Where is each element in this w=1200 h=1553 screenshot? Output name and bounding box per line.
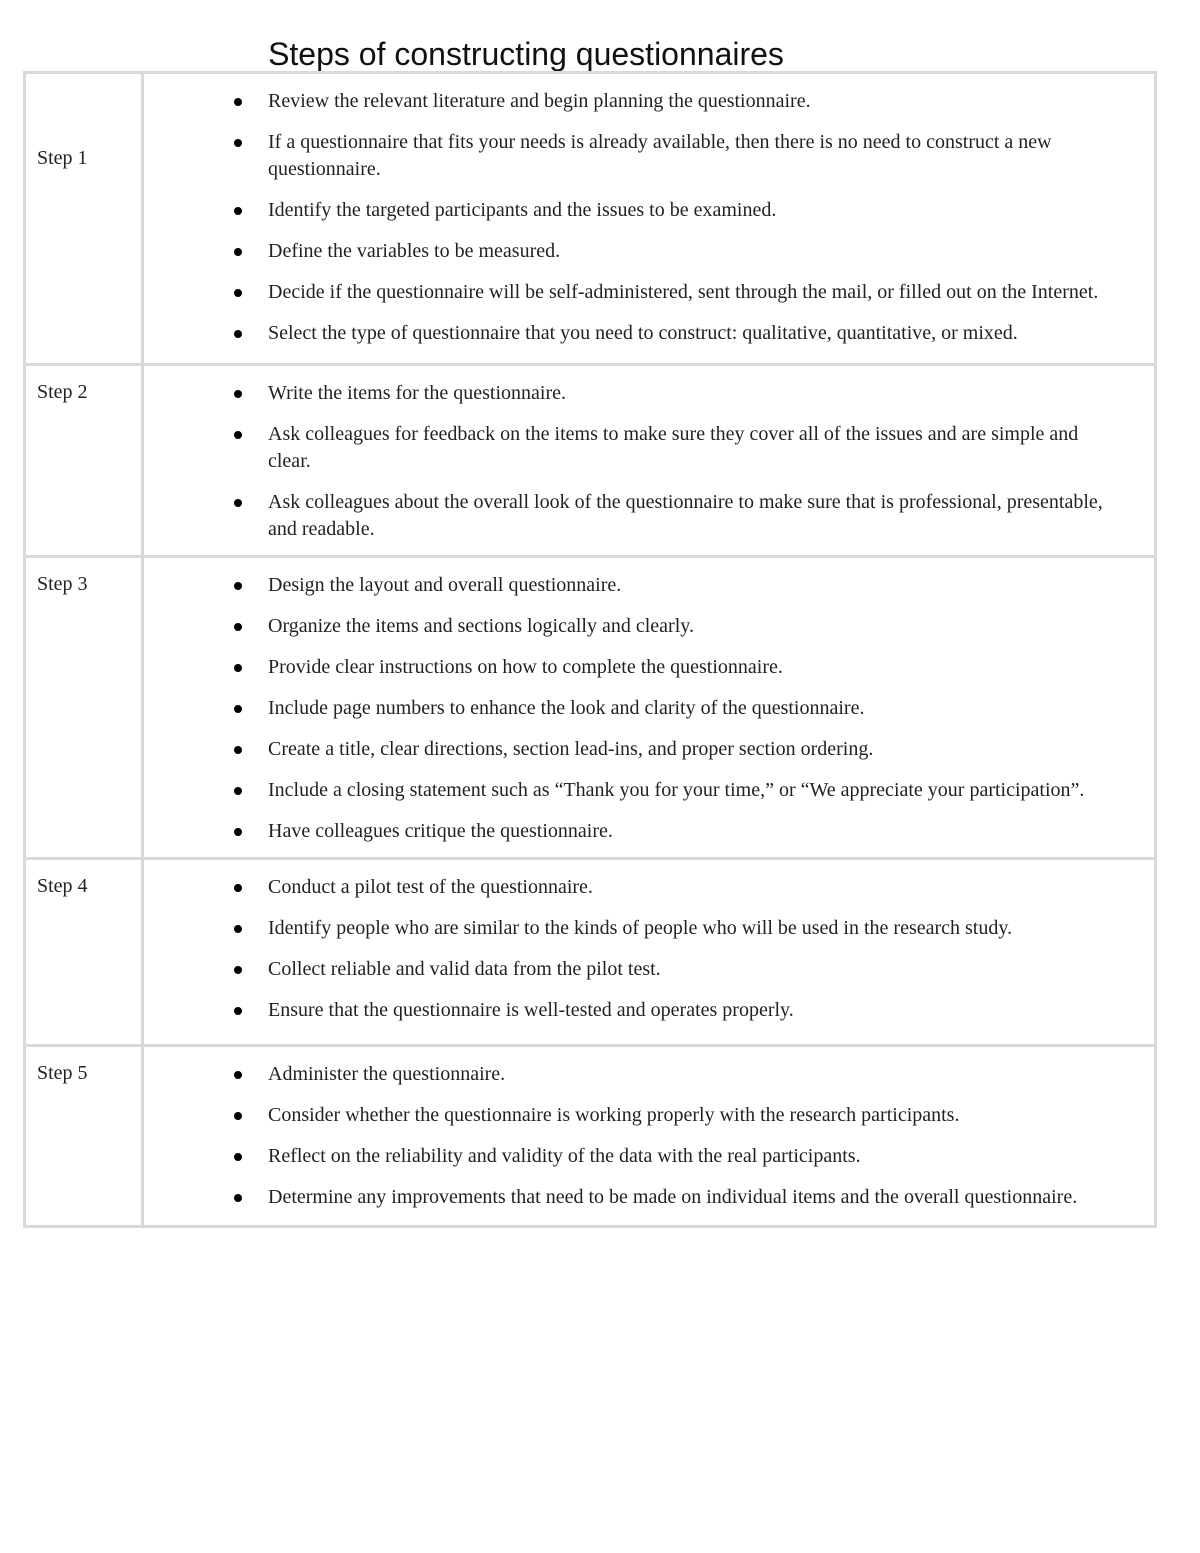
list-item-text: Select the type of questionnaire that you need to construct: qualitative, quantitative, or mixed. — [268, 322, 1018, 344]
bullet-icon — [234, 828, 242, 836]
list-item — [144, 421, 1114, 475]
list-item-text: Include a closing statement such as “Thank you for your time,” or “We appreciate your participation”. — [268, 779, 1085, 801]
step-label-cell — [25, 1046, 143, 1227]
list-item-text: Determine any improvements that need to be made on individual items and the overall questionnaire. — [268, 1186, 1078, 1208]
step-item-list — [144, 366, 1154, 555]
step-label-cell — [25, 365, 143, 557]
step-items-cell — [143, 859, 1156, 1046]
bullet-icon — [234, 705, 242, 713]
list-item — [144, 613, 1114, 640]
list-item-text: If a questionnaire that fits your needs is already available, then there is no need to construct a new questionnaire. — [268, 131, 1052, 180]
bullet-icon — [234, 330, 242, 338]
list-item-text: Ensure that the questionnaire is well-tested and operates properly. — [268, 999, 794, 1021]
bullet-icon — [234, 746, 242, 754]
list-item-text: Define the variables to be measured. — [268, 240, 561, 262]
steps-table — [23, 71, 1157, 1228]
list-item-text: Administer the questionnaire. — [268, 1063, 506, 1085]
bullet-icon — [234, 884, 242, 892]
list-item-text: Identify people who are similar to the kinds of people who will be used in the research study. — [268, 917, 1013, 939]
step-label: Step 3 — [37, 573, 88, 595]
list-item — [144, 874, 1114, 901]
bullet-icon — [234, 1071, 242, 1079]
step-items-cell — [143, 73, 1156, 365]
list-item — [144, 777, 1114, 804]
step-label-cell — [25, 859, 143, 1046]
list-item-text: Have colleagues critique the questionnaire. — [268, 820, 613, 842]
step-item-list — [144, 558, 1154, 857]
list-item — [144, 197, 1114, 224]
step-row — [25, 859, 1156, 1046]
step-item-list — [144, 74, 1154, 363]
list-item-text: Reflect on the reliability and validity of the data with the real participants. — [268, 1145, 861, 1167]
list-item — [144, 695, 1114, 722]
bullet-icon — [234, 499, 242, 507]
bullet-icon — [234, 431, 242, 439]
list-item — [144, 1061, 1114, 1088]
list-item — [144, 956, 1114, 983]
bullet-icon — [234, 1007, 242, 1015]
bullet-icon — [234, 1153, 242, 1161]
list-item-text: Design the layout and overall questionnaire. — [268, 574, 622, 596]
bullet-icon — [234, 966, 242, 974]
step-label: Step 2 — [37, 381, 88, 403]
step-item-list — [144, 860, 1154, 1044]
list-item-text: Ask colleagues for feedback on the items to make sure they cover all of the issues and are simple and clear. — [268, 423, 1079, 472]
bullet-icon — [234, 248, 242, 256]
step-label-cell — [25, 73, 143, 365]
list-item-text: Conduct a pilot test of the questionnaire. — [268, 876, 593, 898]
list-item-text: Provide clear instructions on how to complete the questionnaire. — [268, 656, 783, 678]
list-item — [144, 1184, 1114, 1211]
bullet-icon — [234, 1112, 242, 1120]
bullet-icon — [234, 139, 242, 147]
step-label: Step 4 — [37, 875, 88, 897]
list-item — [144, 818, 1114, 845]
bullet-icon — [234, 582, 242, 590]
list-item — [144, 129, 1114, 183]
bullet-icon — [234, 390, 242, 398]
list-item — [144, 88, 1114, 115]
list-item-text: Organize the items and sections logically and clearly. — [268, 615, 694, 637]
step-label-cell — [25, 557, 143, 859]
list-item — [144, 654, 1114, 681]
list-item — [144, 1143, 1114, 1170]
list-item — [144, 238, 1114, 265]
list-item-text: Review the relevant literature and begin planning the questionnaire. — [268, 90, 811, 112]
list-item-text: Create a title, clear directions, section lead-ins, and proper section ordering. — [268, 738, 874, 760]
list-item — [144, 320, 1114, 347]
list-item — [144, 1102, 1114, 1129]
bullet-icon — [234, 207, 242, 215]
step-items-cell — [143, 1046, 1156, 1227]
bullet-icon — [234, 289, 242, 297]
step-row — [25, 365, 1156, 557]
list-item — [144, 736, 1114, 763]
bullet-icon — [234, 787, 242, 795]
step-label: Step 5 — [37, 1062, 88, 1084]
step-item-list — [144, 1047, 1154, 1225]
list-item-text: Write the items for the questionnaire. — [268, 382, 566, 404]
bullet-icon — [234, 98, 242, 106]
list-item — [144, 279, 1114, 306]
step-items-cell — [143, 365, 1156, 557]
list-item-text: Ask colleagues about the overall look of the questionnaire to make sure that is professional, presentable, and readable. — [268, 491, 1103, 540]
bullet-icon — [234, 925, 242, 933]
bullet-icon — [234, 623, 242, 631]
list-item — [144, 915, 1114, 942]
list-item — [144, 380, 1114, 407]
list-item-text: Identify the targeted participants and the issues to be examined. — [268, 199, 777, 221]
list-item-text: Collect reliable and valid data from the pilot test. — [268, 958, 661, 980]
step-row — [25, 73, 1156, 365]
list-item — [144, 997, 1114, 1024]
page-title: Steps of constructing questionnaires — [268, 36, 784, 72]
bullet-icon — [234, 1194, 242, 1202]
list-item-text: Decide if the questionnaire will be self-administered, sent through the mail, or filled out on the Internet. — [268, 281, 1099, 303]
steps-table-body — [25, 73, 1156, 1227]
list-item-text: Consider whether the questionnaire is working properly with the research participants. — [268, 1104, 960, 1126]
step-row — [25, 1046, 1156, 1227]
bullet-icon — [234, 664, 242, 672]
step-row — [25, 557, 1156, 859]
list-item — [144, 572, 1114, 599]
list-item-text: Include page numbers to enhance the look and clarity of the questionnaire. — [268, 697, 865, 719]
step-label: Step 1 — [37, 147, 88, 169]
list-item — [144, 489, 1114, 543]
step-items-cell — [143, 557, 1156, 859]
